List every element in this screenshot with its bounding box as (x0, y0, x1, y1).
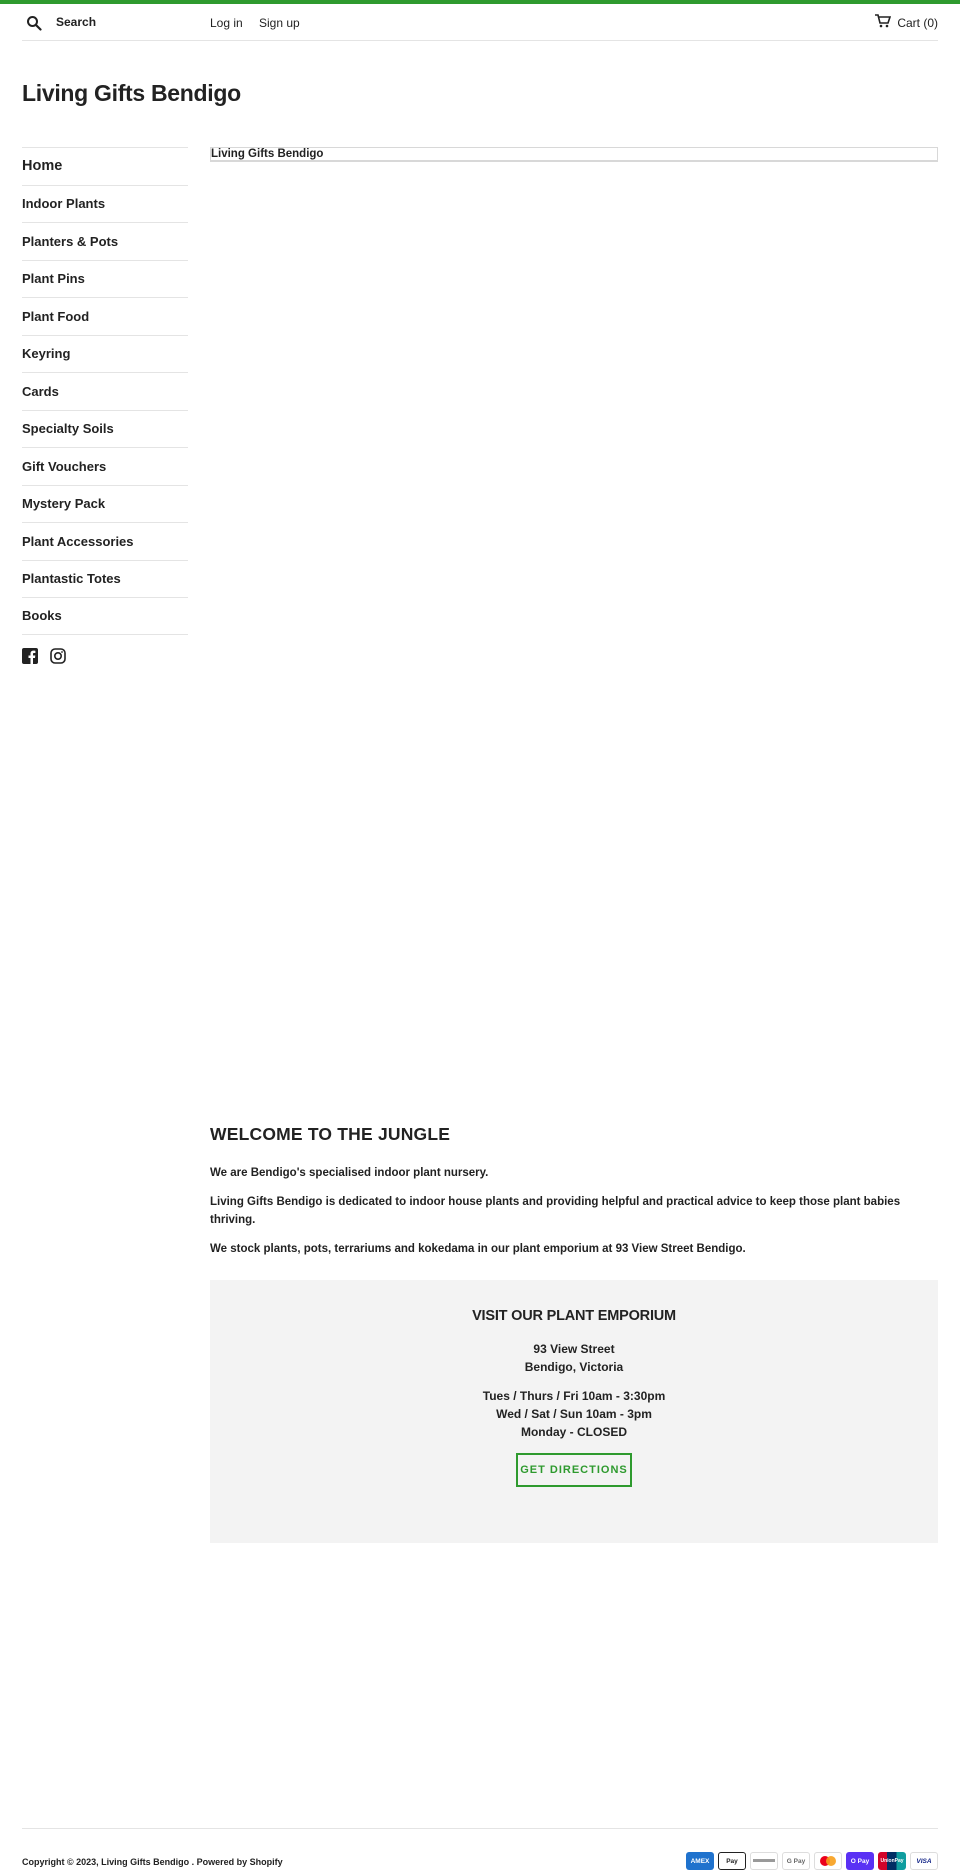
sidebar-item-cards[interactable]: Cards (22, 372, 188, 410)
sidebar-item-books[interactable]: Books (22, 597, 188, 635)
welcome-heading: WELCOME TO THE JUNGLE (210, 1124, 451, 1144)
hero-image-alt-text: Living Gifts Bendigo (211, 148, 324, 160)
site-title[interactable]: Living Gifts Bendigo (22, 80, 241, 106)
unionpay-icon: UnionPay (878, 1852, 906, 1870)
sidebar-item-plant-accessories[interactable]: Plant Accessories (22, 522, 188, 560)
visit-section (210, 1280, 938, 1543)
amex-icon: AMEX (686, 1852, 714, 1870)
hours-line-1: Tues / Thurs / Fri 10am - 3:30pm (482, 1389, 666, 1403)
sidebar-item-home[interactable]: Home (22, 147, 188, 185)
google-pay-icon: G Pay (782, 1852, 810, 1870)
get-directions-button[interactable]: GET DIRECTIONS (516, 1453, 632, 1487)
payment-icons (686, 1852, 938, 1870)
copyright-text: Copyright © 2023, Living Gifts Bendigo . Powered by Shopify (22, 1857, 283, 1867)
footer-divider (22, 1828, 938, 1829)
sidebar-item-plant-food[interactable]: Plant Food (22, 297, 188, 335)
search-icon[interactable] (26, 15, 42, 31)
signup-link[interactable]: Sign up (259, 16, 300, 30)
social-links (22, 648, 66, 664)
sidebar-item-indoor-plants[interactable]: Indoor Plants (22, 185, 188, 223)
welcome-paragraph-1: We are Bendigo's specialised indoor plant nursery. (210, 1167, 489, 1179)
address-line-2: Bendigo, Victoria (524, 1360, 624, 1374)
sidebar-item-planters-pots[interactable]: Planters & Pots (22, 222, 188, 260)
welcome-paragraph-2: Living Gifts Bendigo is dedicated to indoor house plants and providing helpful and practical advice to keep those plant babies thriving. (210, 1196, 901, 1226)
hours-line-2: Wed / Sat / Sun 10am - 3pm (496, 1407, 652, 1421)
login-link[interactable]: Log in (210, 16, 243, 30)
sidebar-item-specialty-soils[interactable]: Specialty Soils (22, 410, 188, 448)
sidebar-item-plantastic-totes[interactable]: Plantastic Totes (22, 560, 188, 598)
sidebar-item-keyring[interactable]: Keyring (22, 335, 188, 373)
mastercard-icon (814, 1852, 842, 1870)
hero-image-placeholder (210, 147, 938, 162)
cart-icon (875, 14, 891, 31)
welcome-paragraph-3: We stock plants, pots, terrariums and kokedama in our plant emporium at 93 View Street Bendigo. (210, 1243, 746, 1255)
sidebar-item-mystery-pack[interactable]: Mystery Pack (22, 485, 188, 523)
cart-label: Cart (0) (897, 15, 938, 30)
instagram-icon[interactable] (50, 648, 66, 664)
hours-line-3: Monday - CLOSED (520, 1425, 627, 1439)
header-bar (22, 4, 938, 41)
sidebar-item-gift-vouchers[interactable]: Gift Vouchers (22, 447, 188, 485)
cart-link[interactable] (875, 14, 938, 31)
shop-pay-icon: O Pay (846, 1852, 874, 1870)
sidebar-nav (22, 147, 188, 635)
apple-pay-icon: Pay (718, 1852, 746, 1870)
address-line-1: 93 View Street (533, 1342, 615, 1356)
visa-icon: VISA (910, 1852, 938, 1870)
search-input[interactable] (56, 12, 206, 32)
facebook-icon[interactable] (22, 648, 38, 664)
diners-club-icon (750, 1852, 778, 1870)
sidebar-item-plant-pins[interactable]: Plant Pins (22, 260, 188, 298)
visit-heading: VISIT OUR PLANT EMPORIUM (472, 1308, 676, 1324)
